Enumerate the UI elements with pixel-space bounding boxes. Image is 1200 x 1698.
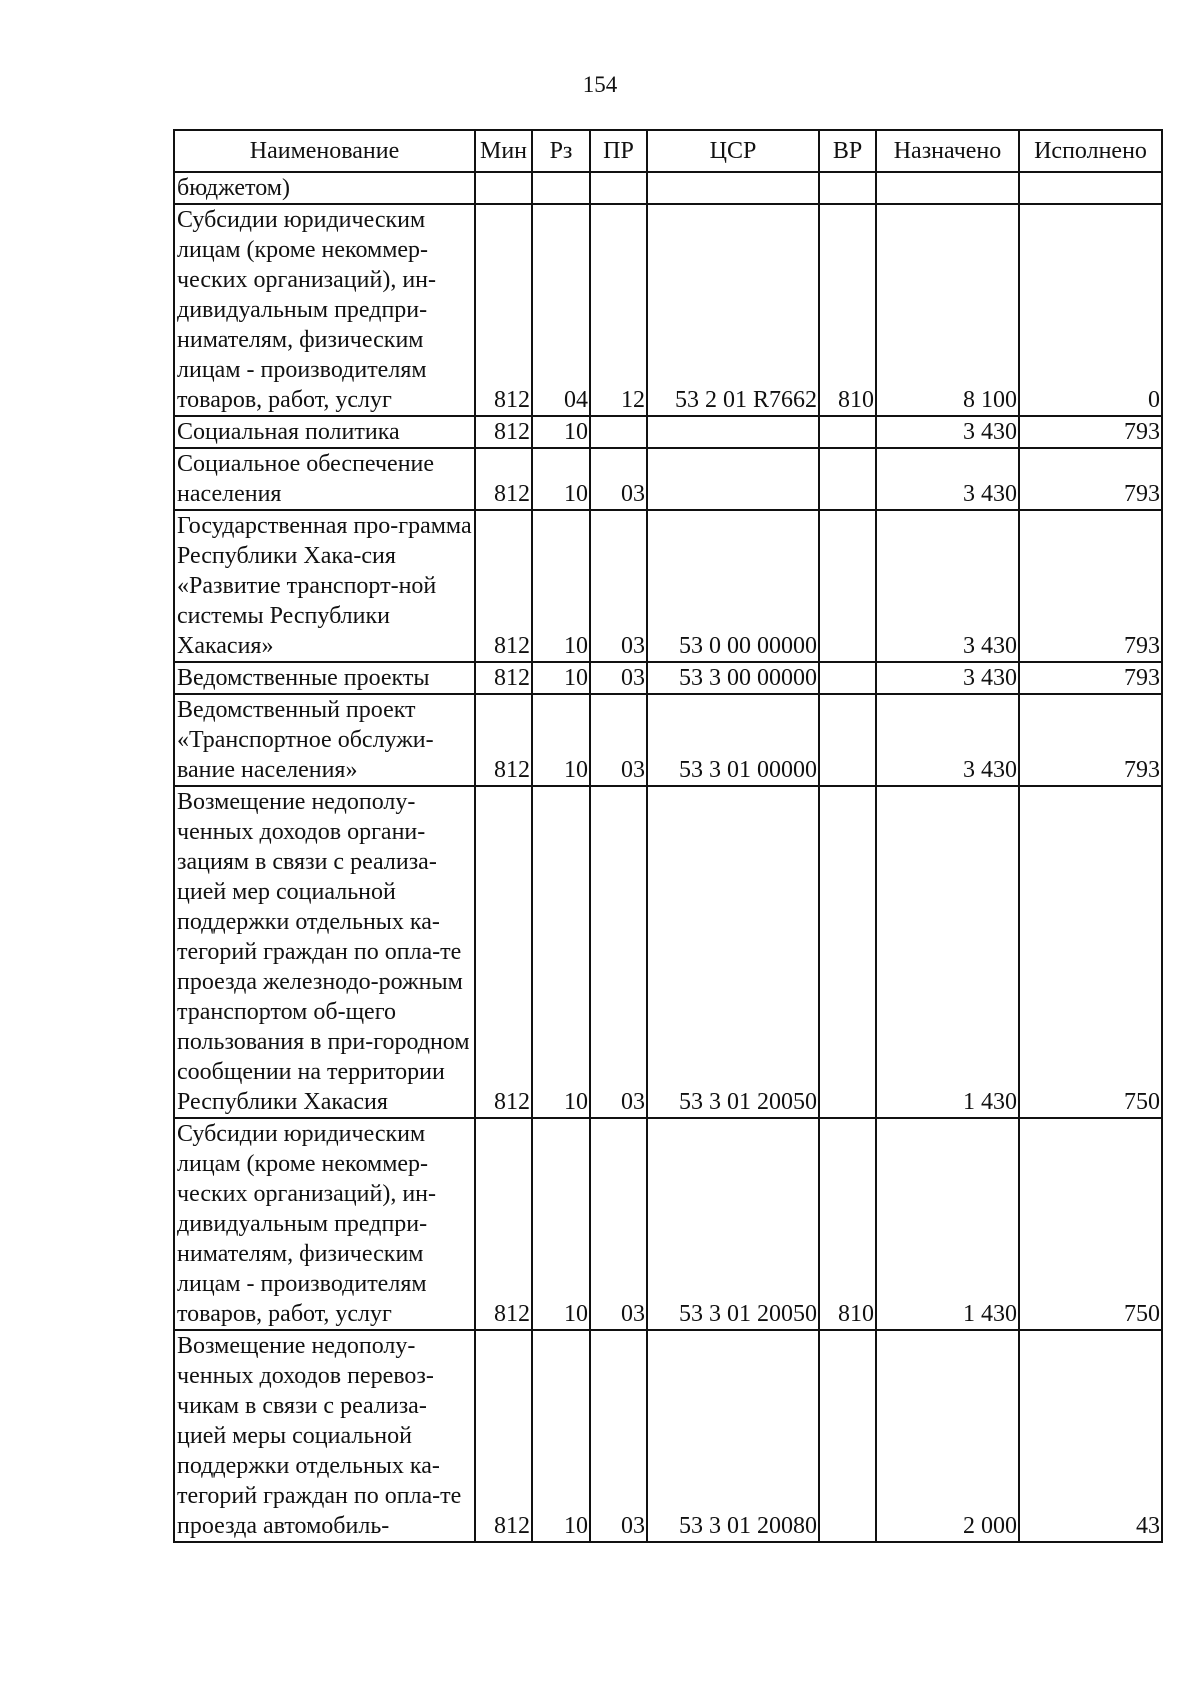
header-rz: Рз xyxy=(532,130,590,172)
header-name: Наименование xyxy=(174,130,475,172)
row-min: 812 xyxy=(475,1118,532,1330)
row-csr: 53 3 01 20050 xyxy=(647,786,819,1118)
row-executed: 793 xyxy=(1019,448,1162,510)
row-vr: 810 xyxy=(819,204,876,416)
header-csr: ЦСР xyxy=(647,130,819,172)
table-row xyxy=(174,204,1162,416)
row-assigned: 3 430 xyxy=(876,416,1019,448)
row-min: 812 xyxy=(475,694,532,786)
table-row xyxy=(174,510,1162,662)
row-rz: 10 xyxy=(532,662,590,694)
row-name: Государственная про-грамма Республики Хака-сия «Развитие транспорт-ной системы Республики Хакасия» xyxy=(174,510,475,662)
header-vr: ВР xyxy=(819,130,876,172)
row-name: Возмещение недополу-ченных доходов органи-зациям в связи с реализа-цией мер социальной поддержки отдельных ка-тегорий граждан по опла-те проезда железнодо-рожным транспортом об-щего пользования в при-городном сообщении на территории Республики Хакасия xyxy=(174,786,475,1118)
row-min: 812 xyxy=(475,786,532,1118)
row-vr xyxy=(819,1330,876,1542)
row-rz: 10 xyxy=(532,448,590,510)
table-row xyxy=(174,448,1162,510)
row-csr: 53 2 01 R7662 xyxy=(647,204,819,416)
row-assigned: 3 430 xyxy=(876,448,1019,510)
row-executed xyxy=(1019,172,1162,204)
page-number: 154 xyxy=(582,72,618,97)
row-name: Социальная политика xyxy=(174,416,475,448)
row-executed: 750 xyxy=(1019,786,1162,1118)
row-executed: 793 xyxy=(1019,662,1162,694)
budget-table xyxy=(173,129,1163,1543)
row-rz: 10 xyxy=(532,1118,590,1330)
header-row xyxy=(174,130,1162,172)
row-assigned: 2 000 xyxy=(876,1330,1019,1542)
row-min xyxy=(475,172,532,204)
row-rz: 10 xyxy=(532,786,590,1118)
row-vr xyxy=(819,694,876,786)
row-csr: 53 3 01 20050 xyxy=(647,1118,819,1330)
row-pr: 03 xyxy=(590,662,647,694)
header-min: Мин xyxy=(475,130,532,172)
row-pr: 03 xyxy=(590,448,647,510)
row-rz: 10 xyxy=(532,1330,590,1542)
row-pr: 03 xyxy=(590,786,647,1118)
row-csr xyxy=(647,448,819,510)
row-pr xyxy=(590,416,647,448)
row-pr: 03 xyxy=(590,510,647,662)
row-executed: 0 xyxy=(1019,204,1162,416)
table-row xyxy=(174,1118,1162,1330)
row-min: 812 xyxy=(475,1330,532,1542)
table-row xyxy=(174,786,1162,1118)
row-vr xyxy=(819,662,876,694)
row-pr: 03 xyxy=(590,1118,647,1330)
row-name xyxy=(174,172,475,204)
row-vr xyxy=(819,416,876,448)
row-rz: 10 xyxy=(532,694,590,786)
row-rz xyxy=(532,172,590,204)
table-row xyxy=(174,416,1162,448)
row-csr: 53 3 01 20080 xyxy=(647,1330,819,1542)
row-assigned xyxy=(876,172,1019,204)
row-vr xyxy=(819,448,876,510)
row-vr xyxy=(819,172,876,204)
row-vr xyxy=(819,510,876,662)
row-csr xyxy=(647,416,819,448)
row-pr: 12 xyxy=(590,204,647,416)
row-rz: 10 xyxy=(532,510,590,662)
row-assigned: 3 430 xyxy=(876,694,1019,786)
row-rz: 04 xyxy=(532,204,590,416)
row-assigned: 3 430 xyxy=(876,662,1019,694)
row-pr xyxy=(590,172,647,204)
header-assigned: Назначено xyxy=(876,130,1019,172)
row-csr: 53 3 00 00000 xyxy=(647,662,819,694)
row-name: Возмещение недополу-ченных доходов перевоз-чикам в связи с реализа-цией меры социальной поддержки отдельных ка-тегорий граждан по опла-те проезда автомобиль- xyxy=(174,1330,475,1542)
row-name: Ведомственные проекты xyxy=(174,662,475,694)
row-pr: 03 xyxy=(590,694,647,786)
row-assigned: 3 430 xyxy=(876,510,1019,662)
row-executed: 750 xyxy=(1019,1118,1162,1330)
row-assigned: 8 100 xyxy=(876,204,1019,416)
table-row xyxy=(174,172,1162,204)
row-name: Субсидии юридическим лицам (кроме некоммер-ческих организаций), ин-дивидуальным предпри-нимателям, физическим лицам - производителям товаров, работ, услуг xyxy=(174,1118,475,1330)
row-min: 812 xyxy=(475,510,532,662)
table-row xyxy=(174,662,1162,694)
row-csr: 53 3 01 00000 xyxy=(647,694,819,786)
row-min: 812 xyxy=(475,662,532,694)
header-executed: Исполнено xyxy=(1019,130,1162,172)
row-rz: 10 xyxy=(532,416,590,448)
row-pr: 03 xyxy=(590,1330,647,1542)
header-pr: ПР xyxy=(590,130,647,172)
table-row xyxy=(174,1330,1162,1542)
row-vr xyxy=(819,786,876,1118)
row-assigned: 1 430 xyxy=(876,1118,1019,1330)
row-min: 812 xyxy=(475,204,532,416)
row-name: Ведомственный проект «Транспортное обслужи-вание населения» xyxy=(174,694,475,786)
row-min: 812 xyxy=(475,448,532,510)
table-row xyxy=(174,694,1162,786)
row-executed: 793 xyxy=(1019,694,1162,786)
row-executed: 43 xyxy=(1019,1330,1162,1542)
row-min: 812 xyxy=(475,416,532,448)
row-name: Социальное обеспечение населения xyxy=(174,448,475,510)
row-executed: 793 xyxy=(1019,510,1162,662)
row-vr: 810 xyxy=(819,1118,876,1330)
row-csr: 53 0 00 00000 xyxy=(647,510,819,662)
row-executed: 793 xyxy=(1019,416,1162,448)
row-assigned: 1 430 xyxy=(876,786,1019,1118)
row-name: Субсидии юридическим лицам (кроме некоммер-ческих организаций), ин-дивидуальным предпри-нимателям, физическим лицам - производителям товаров, работ, услуг xyxy=(174,204,475,416)
row-csr xyxy=(647,172,819,204)
row-name-line: бюджетом) xyxy=(177,175,290,201)
